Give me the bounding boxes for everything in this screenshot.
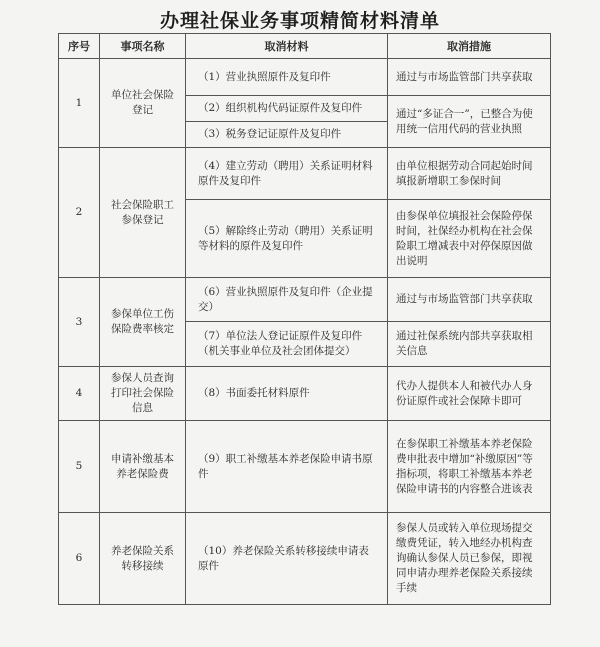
header-item-name: 事项名称	[100, 34, 186, 59]
table-row	[59, 513, 551, 605]
measure-cell: 通过“多证合一”，已整合为使用统一信用代码的营业执照	[388, 96, 551, 148]
measure-cell: 代办人提供本人和被代办人身份证原件或社会保障卡即可	[388, 367, 551, 421]
header-seq: 序号	[59, 34, 100, 59]
item-seq: 1	[59, 59, 100, 148]
material-cell: （7）单位法人登记证原件及复印件（机关事业单位及社会团体提交）	[186, 322, 388, 367]
material-cell: （2）组织机构代码证原件及复印件	[186, 96, 388, 122]
measure-cell: 通过社保系统内部共享获取相关信息	[388, 322, 551, 367]
measure-cell: 参保人员或转入单位现场提交缴费凭证，转入地经办机构查询确认参保人员已参保，即视同申请办理养老保险关系接续手续	[388, 513, 551, 605]
item-seq: 6	[59, 513, 100, 605]
material-cell: （4）建立劳动（聘用）关系证明材料原件及复印件	[186, 148, 388, 200]
measure-cell: 由参保单位填报社会保险停保时间，社保经办机构在社会保险职工增减表中对停保原因做出说明	[388, 200, 551, 278]
material-cell: （9）职工补缴基本养老保险申请书原件	[186, 421, 388, 513]
item-name: 申请补缴基本养老保险费	[100, 421, 186, 513]
table-row	[59, 367, 551, 421]
material-cell: （8）书面委托材料原件	[186, 367, 388, 421]
item-seq: 4	[59, 367, 100, 421]
table-row	[59, 278, 551, 322]
table-row	[59, 421, 551, 513]
item-name: 参保人员查询打印社会保险信息	[100, 367, 186, 421]
materials-table	[58, 33, 551, 605]
material-cell: （10）养老保险关系转移接续申请表原件	[186, 513, 388, 605]
item-name: 社会保险职工参保登记	[100, 148, 186, 278]
item-name: 参保单位工伤保险费率核定	[100, 278, 186, 367]
item-name: 单位社会保险登记	[100, 59, 186, 148]
table-header-row	[59, 34, 551, 59]
measure-cell: 在参保职工补缴基本养老保险费申批表中增加“补缴原因”等指标项，将职工补缴基本养老保险申请书的内容整合进该表	[388, 421, 551, 513]
measure-cell: 通过与市场监管部门共享获取	[388, 278, 551, 322]
table-row	[59, 59, 551, 96]
item-seq: 3	[59, 278, 100, 367]
measure-cell: 通过与市场监管部门共享获取	[388, 59, 551, 96]
material-cell: （1）营业执照原件及复印件	[186, 59, 388, 96]
document-title: 办理社保业务事项精简材料清单	[159, 10, 440, 32]
measure-cell: 由单位根据劳动合同起始时间填报新增职工参保时间	[388, 148, 551, 200]
item-name: 养老保险关系转移接续	[100, 513, 186, 605]
item-seq: 2	[59, 148, 100, 278]
header-cancelled-materials: 取消材料	[186, 34, 388, 59]
material-cell: （3）税务登记证原件及复印件	[186, 122, 388, 148]
header-cancel-measures: 取消措施	[388, 34, 551, 59]
table-row	[59, 148, 551, 200]
item-seq: 5	[59, 421, 100, 513]
material-cell: （6）营业执照原件及复印件（企业提交）	[186, 278, 388, 322]
material-cell: （5）解除终止劳动（聘用）关系证明等材料的原件及复印件	[186, 200, 388, 278]
